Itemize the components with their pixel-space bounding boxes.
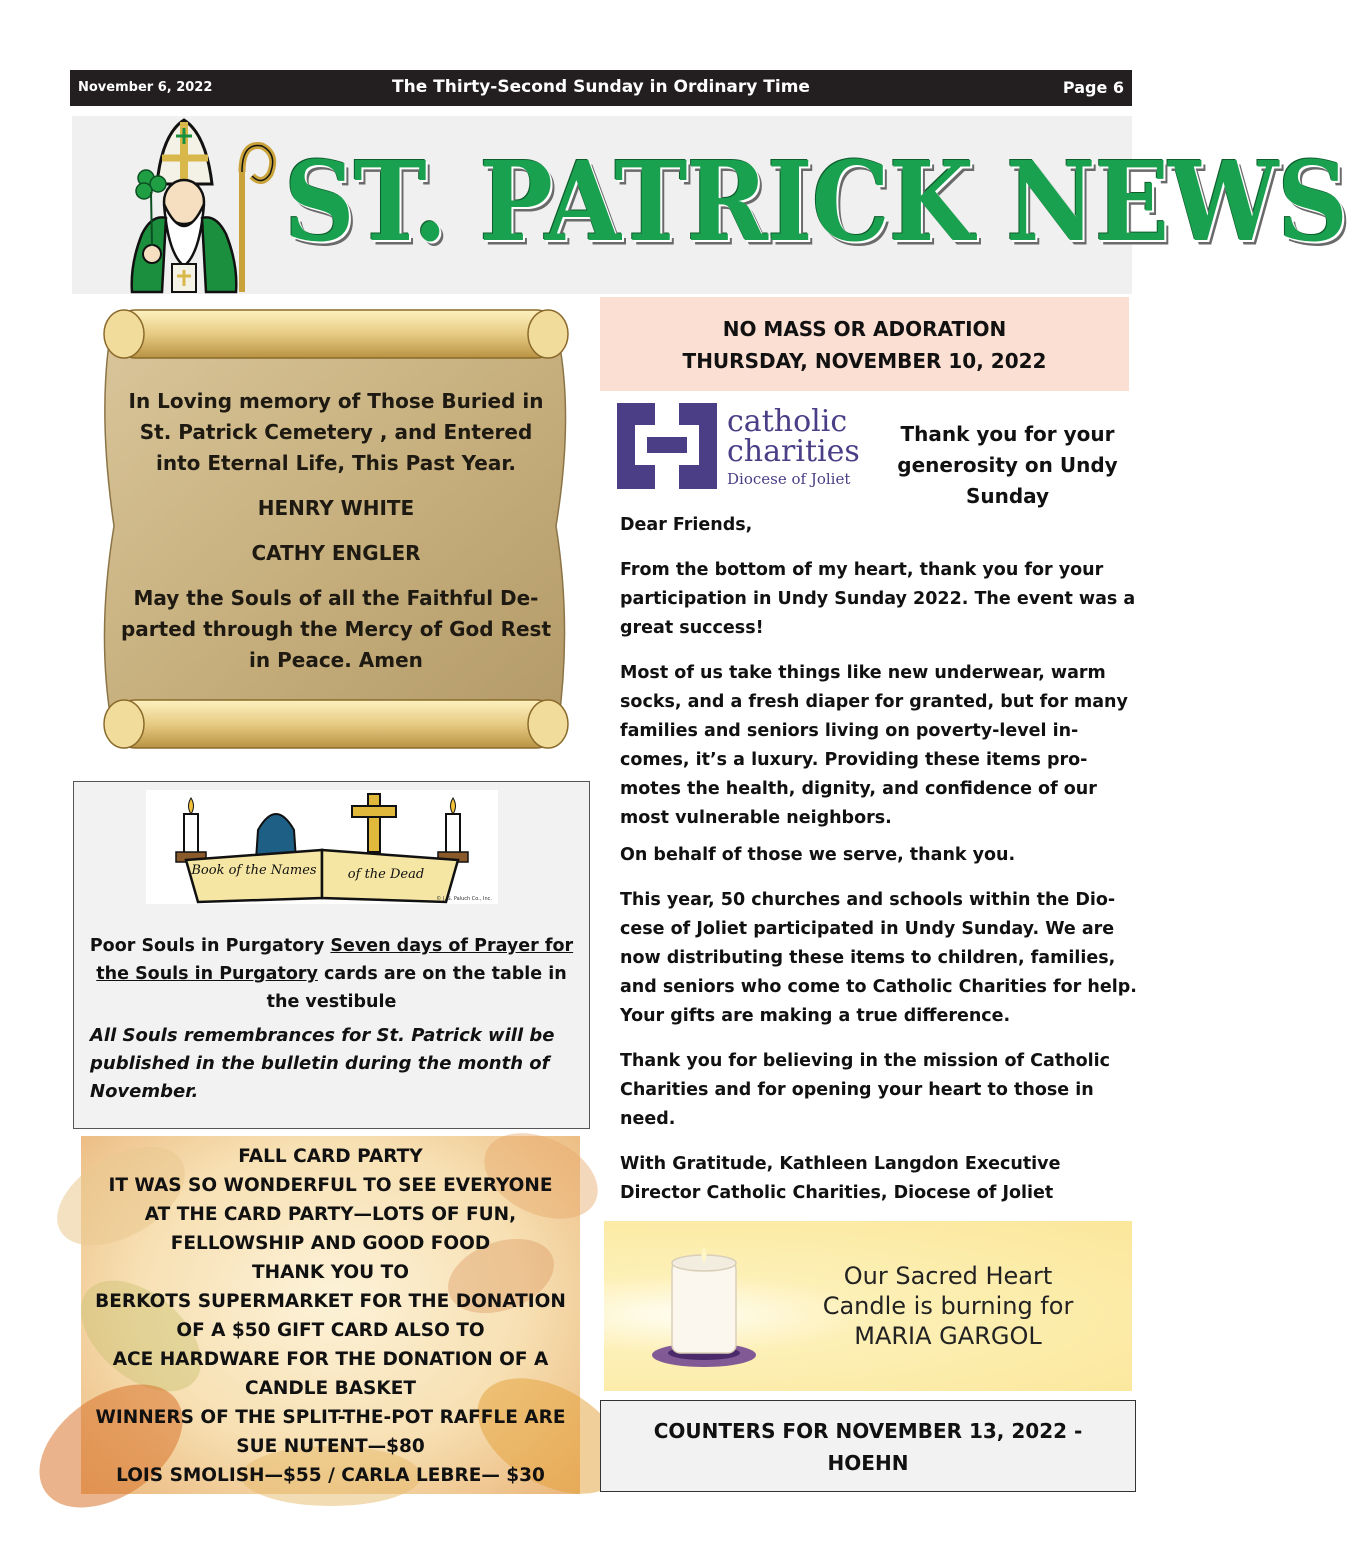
- cc-logo-line2: charities: [727, 434, 860, 469]
- candle-icon: [644, 1243, 764, 1373]
- fall-party-line: OF A $50 GIFT CARD ALSO TO: [176, 1320, 485, 1341]
- no-mass-line2: THURSDAY, NOVEMBER 10, 2022: [682, 349, 1047, 373]
- sacred-heart-text: [812, 1261, 1084, 1351]
- poor-souls-lead: Poor Souls in Purgatory: [89, 936, 331, 956]
- cc-logo-line1: catholic: [727, 404, 848, 439]
- fall-card-party-box: [81, 1136, 580, 1494]
- st-patrick-logo: [102, 114, 282, 294]
- memorial-prayer: May the Souls of all the Faithful De-parted through the Mercy of God Rest in Peace. Amen: [120, 586, 552, 672]
- counters-box: [600, 1400, 1136, 1492]
- sacred-heart-candle-box: [604, 1221, 1132, 1391]
- book-art-text-left: Book of the Names: [191, 863, 317, 878]
- fall-card-party-text: [81, 1142, 580, 1490]
- letter-paragraph: From the bottom of my heart, thank you for your participation in Undy Sunday 2022. The event was a great success!: [620, 560, 1136, 638]
- masthead: [72, 116, 1347, 294]
- no-mass-line1: NO MASS OR ADORATION: [722, 317, 1007, 341]
- poor-souls-notice: [84, 932, 579, 1016]
- memorial-text: [118, 386, 554, 690]
- sacred-heart-line: Our Sacred Heart: [843, 1262, 1053, 1290]
- fall-party-line: LOIS SMOLISH—$55 / CARLA LEBRE— $30: [116, 1465, 545, 1486]
- counters-line1: COUNTERS FOR NOVEMBER 13, 2022 -: [653, 1419, 1083, 1443]
- letter-paragraph: This year, 50 churches and schools within the Dio-cese of Joliet participated in Undy Sunday. We are now distributing these items to children, families, and seniors who come to Catholic Charities for help. Your gifts are making a true difference.: [620, 890, 1137, 1026]
- catholic-charities-logo: [617, 403, 862, 489]
- fall-party-line: FALL CARD PARTY: [238, 1146, 423, 1167]
- all-souls-notice: All Souls remembrances for St. Patrick will be published in the bulletin during the month of November.: [90, 1025, 555, 1102]
- book-art-credit: © J. S. Paluch Co., Inc.: [436, 896, 492, 902]
- seven-days-prayer-title: Seven days of Prayer for the Souls in Purgatory: [96, 936, 574, 984]
- fall-party-line: IT WAS SO WONDERFUL TO SEE EVERYONE: [108, 1175, 553, 1196]
- undy-sunday-thanks: Thank you for your generosity on Undy Sunday: [897, 422, 1118, 508]
- memorial-name: CATHY ENGLER: [251, 541, 421, 565]
- fall-party-line: ACE HARDWARE FOR THE DONATION OF A: [112, 1349, 549, 1370]
- cc-logo-line3: Diocese of Joliet: [727, 470, 851, 488]
- letter-closing: With Gratitude, Kathleen Langdon Executive Director Catholic Charities, Diocese of Joliet: [620, 1154, 1061, 1203]
- no-mass-notice: [600, 297, 1129, 391]
- fall-party-line: FELLOWSHIP AND GOOD FOOD: [170, 1233, 491, 1254]
- sacred-heart-name: MARIA GARGOL: [854, 1322, 1042, 1350]
- book-of-names-illustration: [146, 790, 498, 904]
- page-number: Page 6: [1062, 78, 1124, 97]
- book-of-names-box: [73, 781, 590, 1129]
- liturgical-day: The Thirty-Second Sunday in Ordinary Time: [392, 77, 810, 97]
- fall-party-line: BERKOTS SUPERMARKET FOR THE DONATION: [95, 1291, 566, 1312]
- counters-line2: HOEHN: [827, 1451, 909, 1475]
- charities-letter: [620, 511, 1140, 1224]
- fall-party-line: AT THE CARD PARTY—LOTS OF FUN,: [144, 1204, 517, 1225]
- letter-paragraph: On behalf of those we serve, thank you.: [620, 845, 1016, 865]
- top-bar: [70, 70, 1132, 106]
- masthead-title: ST. PATRICK NEWS: [284, 138, 1347, 267]
- sacred-heart-line: Candle is burning for: [822, 1292, 1074, 1320]
- book-art-text-right: of the Dead: [347, 867, 425, 882]
- letter-salutation: Dear Friends,: [620, 515, 753, 535]
- memorial-scroll: [88, 296, 584, 760]
- letter-paragraph: Most of us take things like new underwear, warm socks, and a fresh diaper for granted, but for many families and seniors living on poverty-level in-comes, it’s a luxury. Providing these items pro-motes the health, dignity, and confidence of our most vulnerable neighbors.: [620, 663, 1128, 828]
- memorial-name: HENRY WHITE: [257, 496, 415, 520]
- fall-party-line: THANK YOU TO: [252, 1262, 409, 1283]
- letter-paragraph: Thank you for believing in the mission of Catholic Charities and for opening your heart to those in need.: [620, 1051, 1111, 1129]
- fall-party-line: SUE NUTENT—$80: [236, 1436, 425, 1457]
- fall-party-line: CANDLE BASKET: [245, 1378, 416, 1399]
- poor-souls-tail: cards are on the table in the vestibule: [266, 964, 567, 1012]
- fall-party-line: WINNERS OF THE SPLIT-THE-POT RAFFLE ARE: [95, 1407, 566, 1428]
- issue-date: November 6, 2022: [78, 80, 213, 95]
- memorial-intro: In Loving memory of Those Buried in St. Patrick Cemetery , and Entered into Eternal Life, This Past Year.: [128, 389, 544, 475]
